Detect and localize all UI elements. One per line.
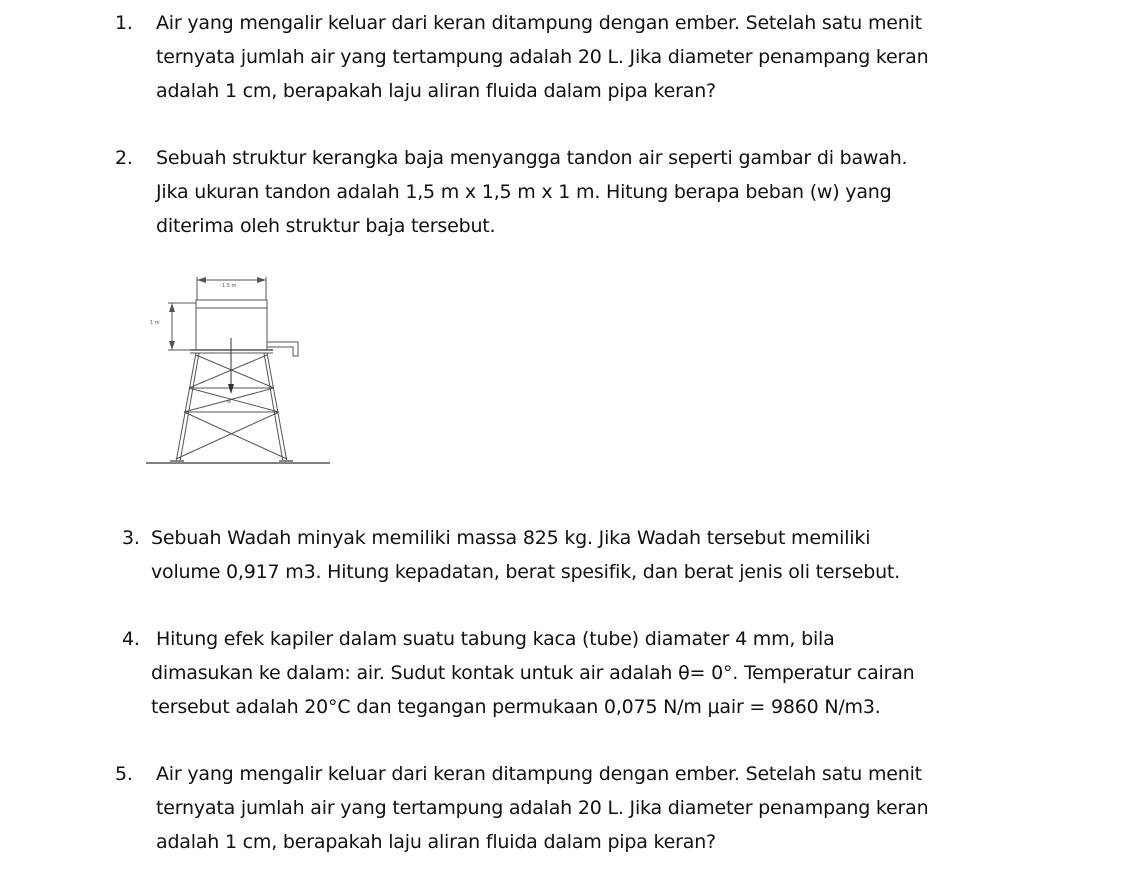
arrow-up-icon [169, 303, 175, 312]
question-text-line: tersebut adalah 20°C dan tegangan permukaan 0,075 N/m μair = 9860 N/m3. [151, 696, 881, 718]
question-5 [115, 757, 1095, 859]
question-number: 3. [122, 527, 140, 549]
question-text-line: Sebuah struktur kerangka baja menyangga tandon air seperti gambar di bawah. [156, 147, 908, 169]
question-text-line: diterima oleh struktur baja tersebut. [156, 215, 496, 237]
arrow-down-icon [169, 341, 175, 350]
footing-left [170, 460, 184, 463]
load-label: w [227, 399, 232, 405]
question-text-line: Air yang mengalir keluar dari keran ditampung dengan ember. Setelah satu menit [156, 763, 922, 785]
question-4 [122, 622, 1102, 724]
question-text-line: Jika ukuran tandon adalah 1,5 m x 1,5 m x 1 m. Hitung berapa beban (w) yang [156, 181, 892, 203]
left-leg [176, 353, 196, 462]
question-2 [115, 141, 1095, 243]
question-text-line: volume 0,917 m3. Hitung kepadatan, berat spesifik, dan berat jenis oli tersebut. [151, 561, 901, 583]
height-label: 1 m [150, 320, 160, 326]
question-text-line: Sebuah Wadah minyak memiliki massa 825 kg. Jika Wadah tersebut memiliki [151, 527, 871, 549]
question-3 [122, 521, 1102, 589]
question-1 [115, 6, 1095, 108]
arrow-down-icon [228, 384, 234, 394]
arrow-right-icon [257, 277, 266, 283]
question-text-line: Hitung efek kapiler dalam suatu tabung kaca (tube) diamater 4 mm, bila [156, 628, 835, 650]
question-text-line: adalah 1 cm, berapakah laju aliran fluida dalam pipa keran? [156, 80, 716, 102]
footing-right [279, 460, 293, 463]
question-number: 5. [115, 763, 133, 785]
question-number: 4. [122, 628, 140, 650]
question-number: 1. [115, 12, 133, 34]
question-text-line: ternyata jumlah air yang tertampung adalah 20 L. Jika diameter penampang keran [156, 46, 929, 68]
question-text-line: dimasukan ke dalam: air. Sudut kontak untuk air adalah θ= 0°. Temperatur cairan [151, 662, 915, 684]
question-text-line: adalah 1 cm, berapakah laju aliran fluida dalam pipa keran? [156, 831, 716, 853]
question-number: 2. [115, 147, 133, 169]
question-text-line: ternyata jumlah air yang tertampung adalah 20 L. Jika diameter penampang keran [156, 797, 929, 819]
water-tower-diagram [140, 270, 340, 470]
water-tower-figure [140, 270, 340, 470]
width-label: 1.5 m [222, 283, 237, 289]
question-text-line: Air yang mengalir keluar dari keran ditampung dengan ember. Setelah satu menit [156, 12, 922, 34]
right-leg [267, 353, 287, 462]
arrow-left-icon [197, 277, 206, 283]
